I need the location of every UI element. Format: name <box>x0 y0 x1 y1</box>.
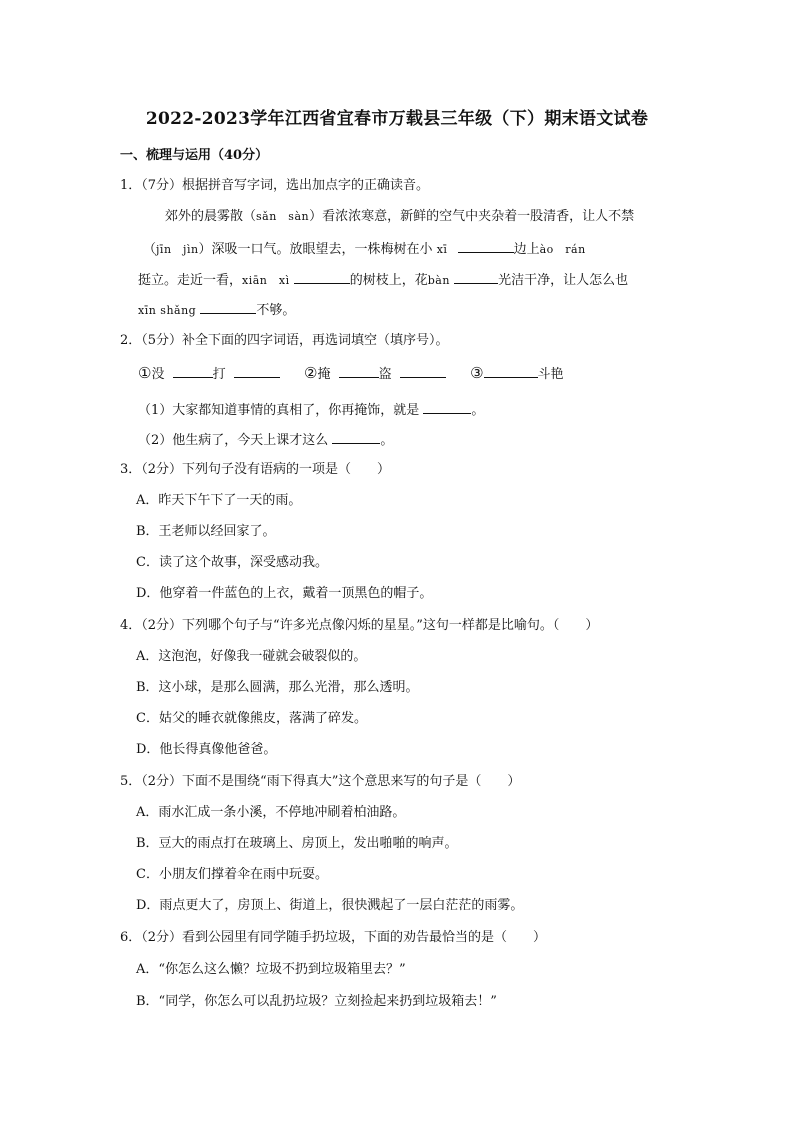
q1-blank-xi[interactable] <box>458 239 514 253</box>
q1-pinyin: sǎn sàn <box>256 210 310 223</box>
q2-word: 没 <box>151 367 165 382</box>
q1-pinyin: xīn shǎng <box>138 304 197 317</box>
q5-option: D．雨点更大了，房顶上、街道上，很快溅起了一层白茫茫的雨雾。 <box>136 898 524 913</box>
q5-option: A．雨水汇成一条小溪，不停地冲刷着柏油路。 <box>136 805 406 820</box>
q6-stem: 6．（2分）看到公园里有同学随手扔垃圾，下面的劝告最恰当的是（ ） <box>120 930 547 945</box>
q2-sentence-2 <box>138 430 393 450</box>
q3-option: C．读了这个故事，深受感动我。 <box>136 555 328 570</box>
q1-pinyin: jīn jìn <box>156 243 199 256</box>
q2-blank[interactable] <box>332 430 380 444</box>
q1-stem: 1．（7分）根据拼音写字词，选出加点字的正确读音。 <box>120 178 430 193</box>
q2-blank[interactable] <box>339 364 379 378</box>
q1-pinyin: ào rán <box>539 243 586 256</box>
q2-sentence-1 <box>138 400 484 420</box>
q1-blank-xianxi[interactable] <box>294 270 350 284</box>
q6-option: B．“同学，你怎么可以乱扔垃圾？立刻捡起来扔到垃圾箱去！” <box>136 994 497 1009</box>
q2-stem: 2．（5分）补全下面的四字词语，再选词填空（填序号）。 <box>120 333 449 348</box>
section-heading: 一、梳理与运用（40分） <box>120 148 269 163</box>
q2-word: 打 <box>212 367 226 382</box>
q1-passage-line-2 <box>143 239 586 259</box>
q2-blank[interactable] <box>173 364 213 378</box>
q1-text: 的树枝上，花 <box>349 273 428 288</box>
q2-blank[interactable] <box>484 364 538 378</box>
q2-sentence-text: （1）大家都知道事情的真相了，你再掩饰，就是 <box>138 403 420 418</box>
q3-option: B．王老师以经回家了。 <box>136 524 276 539</box>
q6-option: A．“你怎么这么懒？垃圾不扔到垃圾箱里去？” <box>136 962 406 977</box>
q2-word: 斗艳 <box>537 367 564 382</box>
q1-text: ）深吸一口气。放眼望去，一株梅树在小 <box>198 242 433 257</box>
q2-words-row <box>138 364 564 384</box>
q3-option: D．他穿着一件蓝色的上衣，戴着一顶黑色的帽子。 <box>136 586 433 601</box>
q3-option: A．昨天下午下了一天的雨。 <box>136 493 302 508</box>
q1-text: ）看浓浓寒意，新鲜的空气中夹杂着一股清香，让人不禁 <box>309 209 635 224</box>
q1-passage-line-3 <box>138 270 628 290</box>
q1-pinyin: xī <box>436 243 448 256</box>
q1-passage-line-4 <box>138 300 295 320</box>
q2-period: 。 <box>471 403 485 418</box>
q2-word: 盗 <box>378 367 392 382</box>
q2-num: ① <box>138 364 152 382</box>
q2-word: 掩 <box>317 367 331 382</box>
q1-text: （ <box>143 242 157 257</box>
q1-blank-xinshang[interactable] <box>200 300 256 314</box>
q1-text: 边上 <box>513 242 540 257</box>
q2-blank[interactable] <box>234 364 280 378</box>
q2-blank[interactable] <box>400 364 446 378</box>
q3-stem: 3．（2分）下列句子没有语病的一项是（ ） <box>120 462 391 477</box>
q1-pinyin: bàn <box>427 274 450 287</box>
page-title: 2022-2023学年江西省宜春市万载县三年级（下）期末语文试卷 <box>145 109 649 129</box>
q4-option: C．姑父的睡衣就像熊皮，落满了碎发。 <box>136 711 367 726</box>
q2-num: ③ <box>470 364 484 382</box>
q4-option: D．他长得真像他爸爸。 <box>136 742 277 757</box>
q1-passage-line-1 <box>165 208 634 226</box>
q5-option: B．豆大的雨点打在玻璃上、房顶上，发出啪啪的响声。 <box>136 836 458 851</box>
q2-blank[interactable] <box>423 400 471 414</box>
q1-text: 郊外的晨雾散（ <box>165 209 257 224</box>
q2-num: ② <box>304 364 318 382</box>
q5-stem: 5．（2分）下面不是围绕“雨下得真大”这个意思来写的句子是（ ） <box>120 774 521 789</box>
q2-sentence-text: （2）他生病了，今天上课才这么 <box>138 433 329 448</box>
q5-option: C．小朋友们撑着伞在雨中玩耍。 <box>136 867 328 882</box>
q2-period: 。 <box>380 433 394 448</box>
q4-stem: 4．（2分）下列哪个句子与“许多光点像闪烁的星星。”这句一样都是比喻句。（ ） <box>120 618 599 633</box>
q1-blank-ban[interactable] <box>454 270 498 284</box>
q1-text: 光洁干净，让人怎么也 <box>498 273 629 288</box>
q4-option: B．这小球，是那么圆满，那么光滑，那么透明。 <box>136 680 419 695</box>
q1-pinyin: xiān xì <box>242 274 290 287</box>
q1-text: 挺立。走近一看， <box>138 273 243 288</box>
q1-text: 不够。 <box>256 303 296 318</box>
q4-option: A．这泡泡，好像我一碰就会破裂似的。 <box>136 649 367 664</box>
